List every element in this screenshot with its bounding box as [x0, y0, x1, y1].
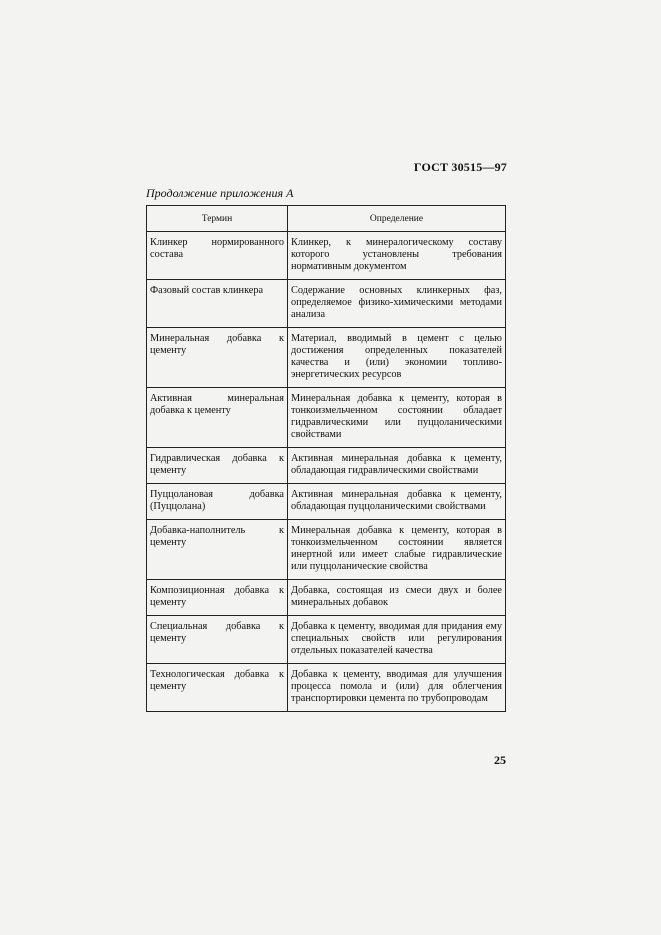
table-row: [147, 520, 506, 580]
table-row: [147, 484, 506, 520]
table-row: [147, 448, 506, 484]
term-cell: Активная минеральная добавка к цементу: [147, 388, 288, 448]
table-row: [147, 280, 506, 328]
table-header-row: [147, 206, 506, 232]
term-cell: Фазовый состав клинкера: [147, 280, 288, 328]
standard-header: ГОСТ 30515—97: [413, 160, 507, 174]
term-cell: Гидравлическая добавка к цементу: [147, 448, 288, 484]
definition-cell: Добавка к цементу, вводимая для улучшения процесса помола и (или) для облегчения транспортировки цемента по трубопроводам: [288, 664, 506, 712]
definition-cell: Клинкер, к минералогическому составу которого установлены требования нормативным документом: [288, 232, 506, 280]
column-header-term: Термин: [147, 206, 288, 232]
table-row: [147, 580, 506, 616]
term-cell: Композиционная добавка к цементу: [147, 580, 288, 616]
table-row: [147, 616, 506, 664]
table-row: [147, 328, 506, 388]
terms-table: [146, 205, 506, 712]
table-row: [147, 664, 506, 712]
definition-cell: Активная минеральная добавка к цементу, обладающая пуццоланическими свойствами: [288, 484, 506, 520]
term-cell: Пуццолановая добавка (Пуццолана): [147, 484, 288, 520]
definition-cell: Активная минеральная добавка к цементу, обладающая гидравлическими свойствами: [288, 448, 506, 484]
column-header-definition: Определение: [288, 206, 506, 232]
term-cell: Технологическая добавка к цементу: [147, 664, 288, 712]
term-cell: Клинкер нормированного состава: [147, 232, 288, 280]
table-row: [147, 388, 506, 448]
definition-cell: Минеральная добавка к цементу, которая в тонкоизмельченном состоянии является инертной или имеет слабые гидравлические или пуццоланические свойства: [288, 520, 506, 580]
definition-cell: Добавка к цементу, вводимая для придания ему специальных свойств или регулирования отдельных показателей качества: [288, 616, 506, 664]
term-cell: Специальная добавка к цементу: [147, 616, 288, 664]
definition-cell: Добавка, состоящая из смеси двух и более минеральных добавок: [288, 580, 506, 616]
term-cell: Минеральная добавка к цементу: [147, 328, 288, 388]
page-number: 25: [494, 753, 506, 767]
definition-cell: Содержание основных клинкерных фаз, определяемое физико-химическими методами анализа: [288, 280, 506, 328]
term-cell: Добавка-наполнитель к цементу: [147, 520, 288, 580]
definition-cell: Материал, вводимый в цемент с целью достижения определенных показателей качества и (или) экономии топливо-энергетических ресурсов: [288, 328, 506, 388]
table-row: [147, 232, 506, 280]
appendix-continuation-title: Продолжение приложения А: [146, 186, 294, 200]
definition-cell: Минеральная добавка к цементу, которая в тонкоизмельченном состоянии обладает гидравлическими или пуццоланическими свойствами: [288, 388, 506, 448]
